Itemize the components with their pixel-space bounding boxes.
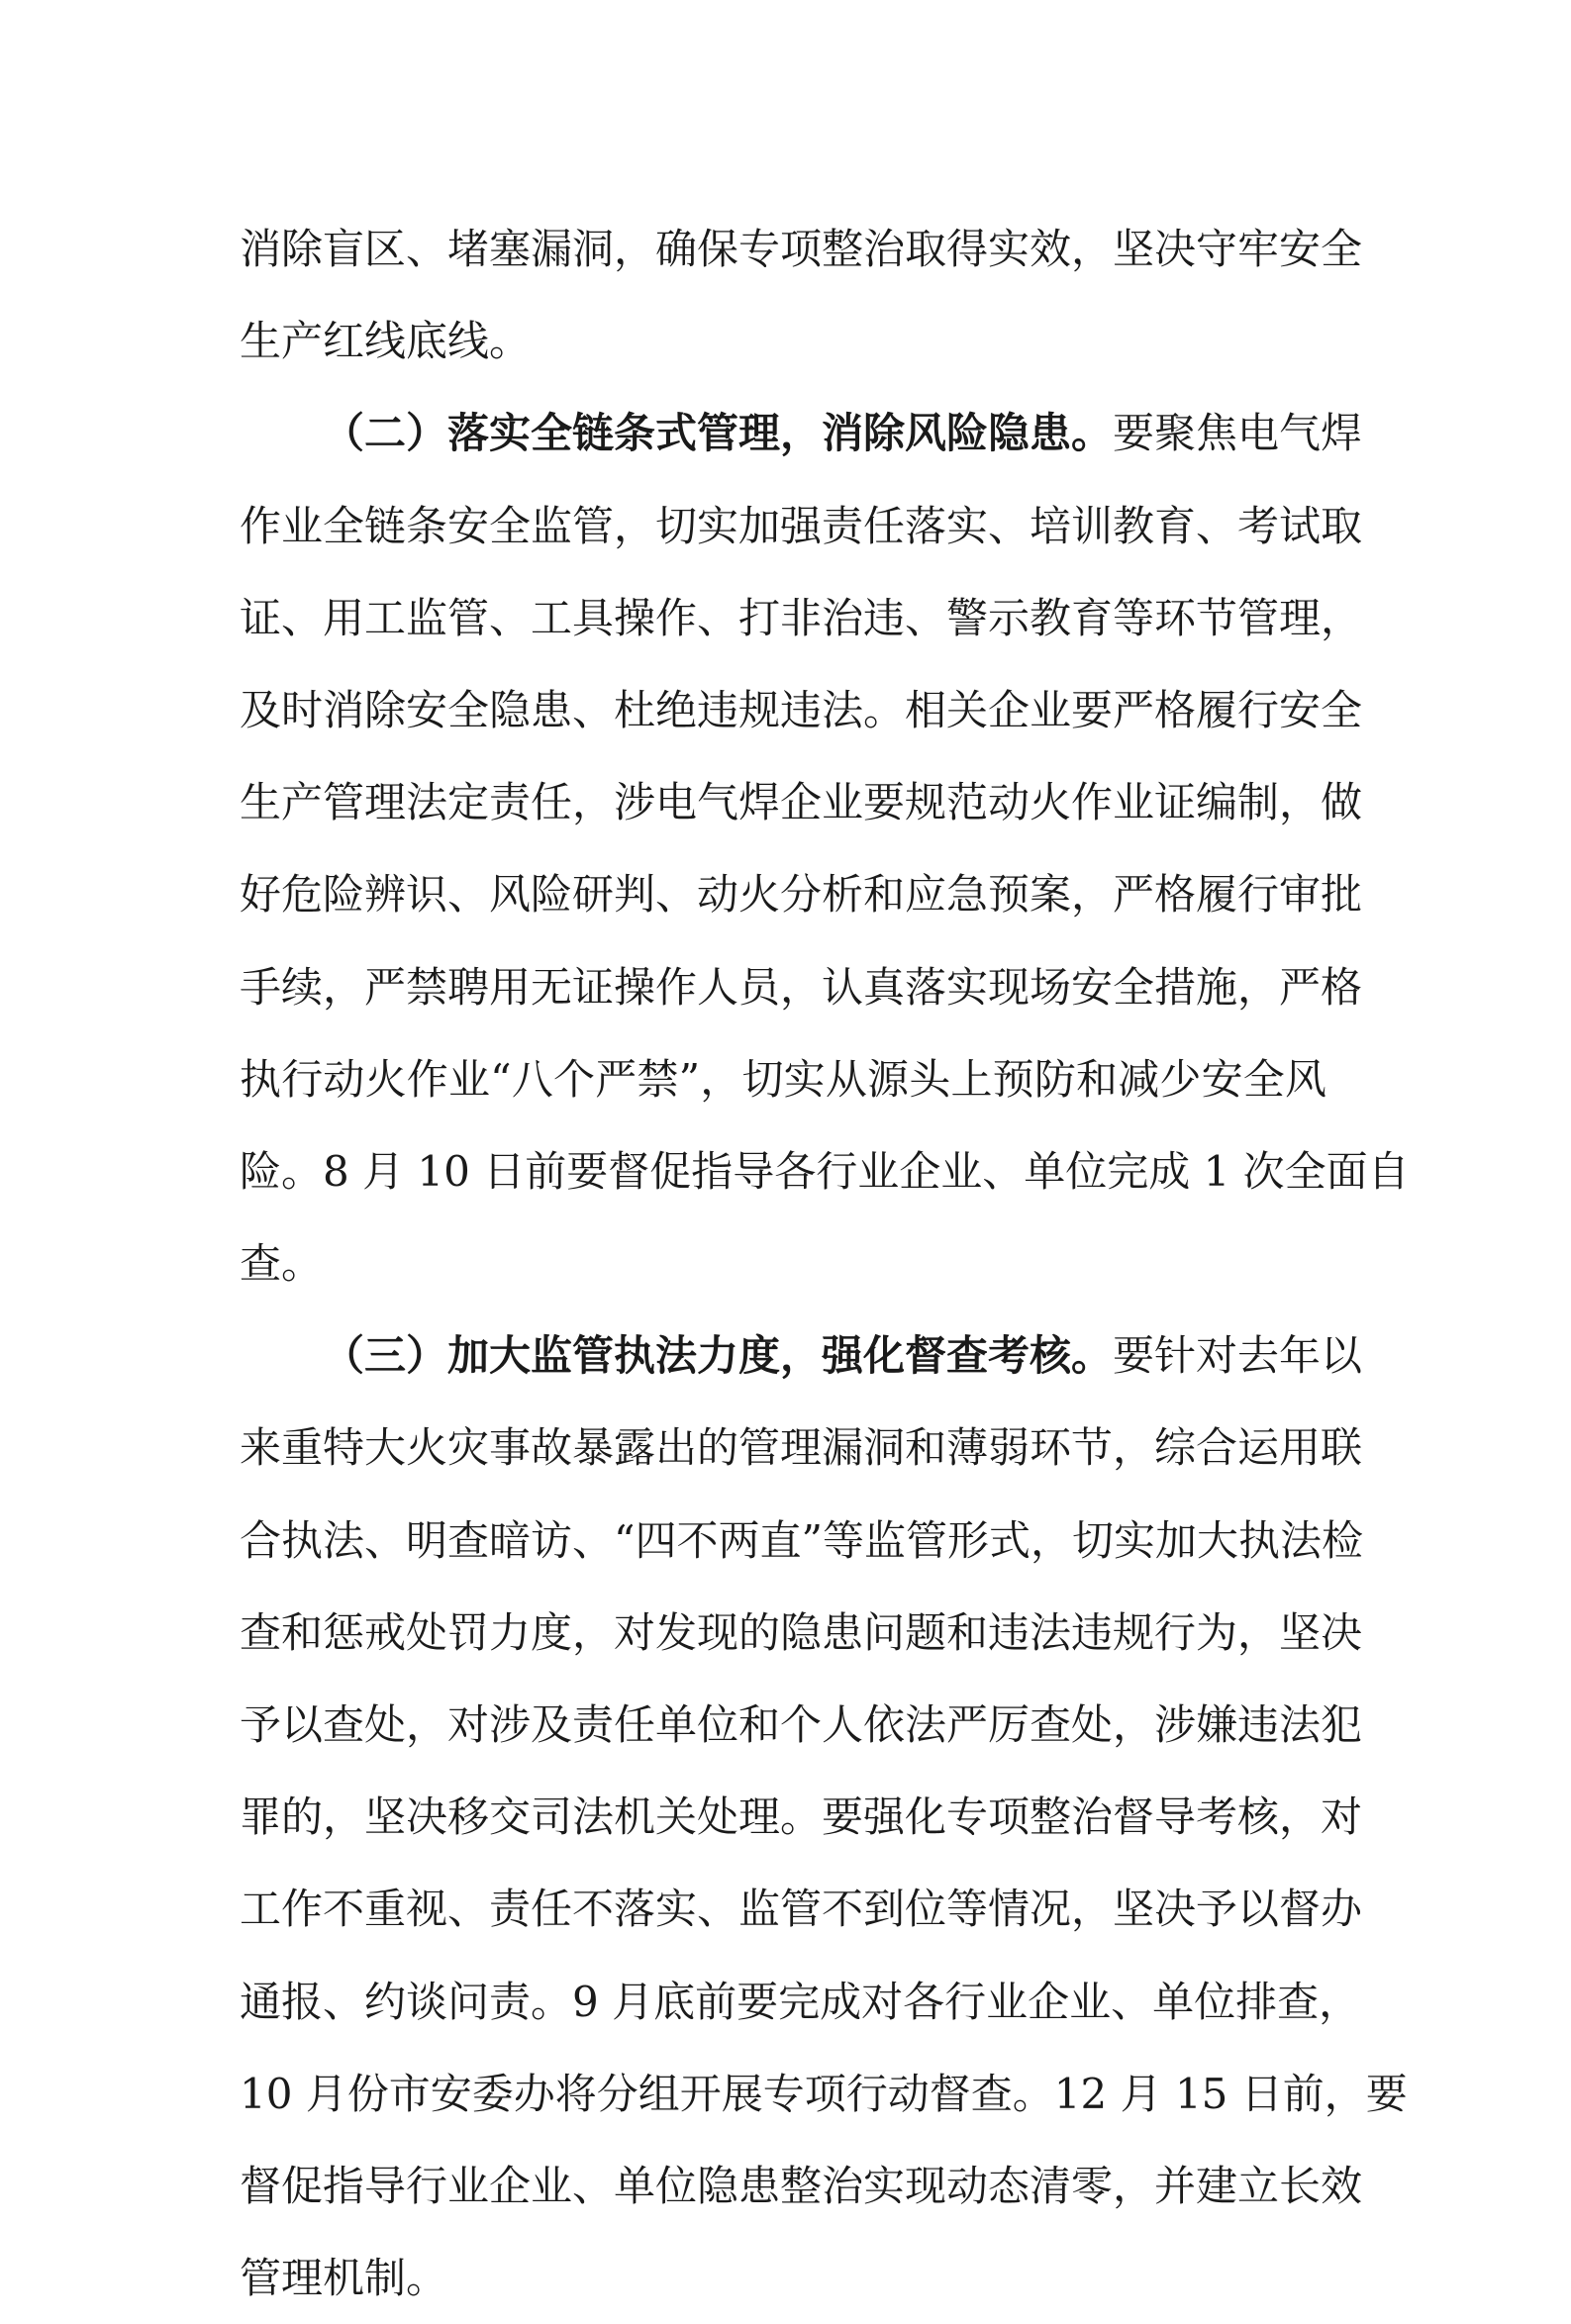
paragraph-first-line: [240, 387, 1363, 479]
text-line: 生产管理法定责任，涉电气焊企业要规范动火作业证编制，做: [240, 778, 1363, 827]
section-heading-3: （三）加大监管执法力度，强化督查考核。: [323, 1331, 1114, 1381]
text-line: 通报、约谈问责。9 月底前要完成对各行业企业、单位排查，: [240, 1977, 1361, 2026]
text-line: 执行动火作业“八个严禁”，切实从源头上预防和减少安全风: [240, 1054, 1326, 1104]
text-line: 好危险辨识、风险研判、动火分析和应急预案，严格履行审批: [240, 870, 1363, 920]
text-line: 合执法、明查暗访、“四不两直”等监管形式，切实加大执法检: [240, 1515, 1363, 1565]
text-segment: 要针对去年以: [1113, 1331, 1363, 1381]
text-line: 督促指导行业企业、单位隐患整治实现动态清零，并建立长效: [240, 2161, 1363, 2210]
text-line: 查和惩戒处罚力度，对发现的隐患问题和违法违规行为，坚决: [240, 1607, 1363, 1657]
text-line: 作业全链条安全监管，切实加强责任落实、培训教育、考试取: [240, 501, 1363, 550]
text-line: 及时消除安全隐患、杜绝违规违法。相关企业要严格履行安全: [240, 685, 1363, 734]
text-line: 险。8 月 10 日前要督促指导各行业企业、单位完成 1 次全面自: [240, 1146, 1410, 1196]
text-line: 10 月份市安委办将分组开展专项行动督查。12 月 15 日前，要: [240, 2069, 1408, 2118]
text-line: 消除盲区、堵塞漏洞，确保专项整治取得实效，坚决守牢安全: [240, 225, 1363, 273]
text-line: 手续，严禁聘用无证操作人员，认真落实现场安全措施，严格: [240, 962, 1363, 1012]
text-line: 查。: [240, 1239, 324, 1289]
text-line: 工作不重视、责任不落实、监管不到位等情况，坚决予以督办: [240, 1885, 1363, 1934]
paragraph-1: [240, 203, 1363, 387]
text-line: 来重特大火灾事故暴露出的管理漏洞和薄弱环节，综合运用联: [240, 1423, 1363, 1473]
text-line: 证、用工监管、工具操作、打非治违、警示教育等环节管理，: [240, 593, 1363, 642]
text-line: 罪的，坚决移交司法机关处理。要强化专项整治督导考核，对: [240, 1792, 1363, 1842]
paragraph-first-line: [240, 1309, 1363, 1402]
text-segment: 要聚焦电气焊: [1113, 409, 1363, 458]
paragraph-3: [240, 1309, 1408, 2324]
section-heading-2: （二）落实全链条式管理，消除风险隐患。: [323, 409, 1114, 458]
text-line: 管理机制。: [240, 2254, 448, 2303]
text-line: 生产红线底线。: [240, 317, 532, 366]
paragraph-2: [240, 387, 1410, 1309]
document-body: [240, 203, 1410, 2324]
text-line: 予以查处，对涉及责任单位和个人依法严厉查处，涉嫌违法犯: [240, 1700, 1363, 1749]
